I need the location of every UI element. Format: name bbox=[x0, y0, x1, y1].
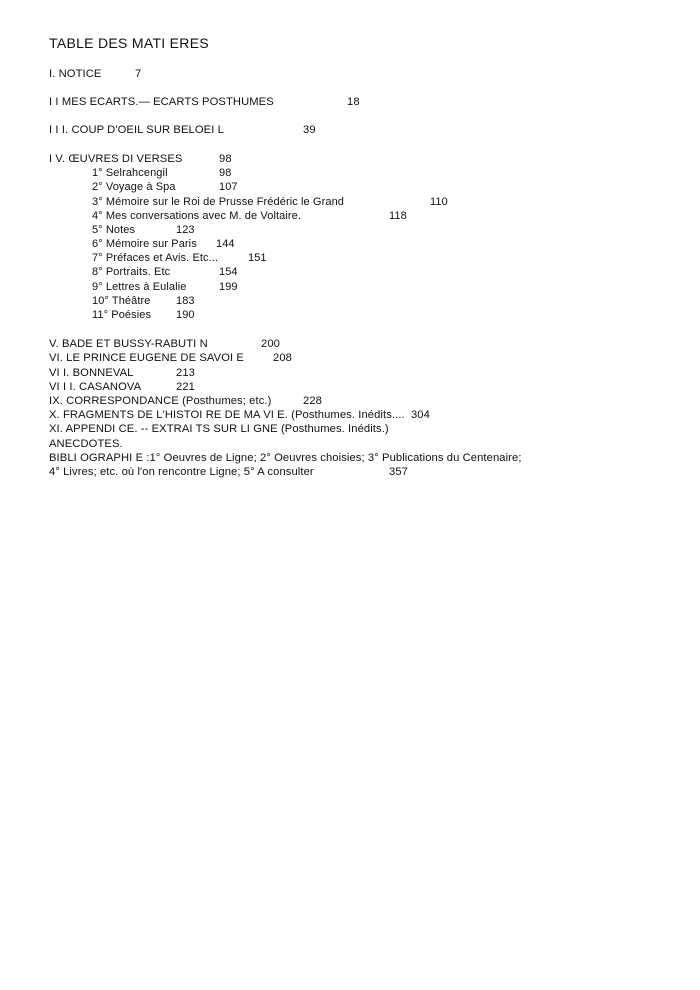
toc-entry-page: 221 bbox=[176, 381, 195, 393]
toc-entry-label: BIBLI OGRAPHI E :1° Oeuvres de Ligne; 2° Oeuvres choisies; 3° Publications du Centenaire; bbox=[49, 452, 522, 464]
toc-entry-label: V. BADE ET BUSSY-RABUTI N bbox=[49, 338, 208, 350]
toc-entry-label: I I MES ECARTS.— ECARTS POSTHUMES bbox=[49, 96, 274, 108]
toc-entry-appendice bbox=[49, 422, 389, 436]
toc-entry-label: VI. LE PRINCE EUGENE DE SAVOI E bbox=[49, 352, 244, 364]
toc-entry-page: 107 bbox=[219, 181, 238, 193]
toc-entry-page: 110 bbox=[430, 196, 448, 208]
toc-entry-bibliographie bbox=[49, 451, 522, 465]
page-title: TABLE DES MATI ERES bbox=[49, 35, 209, 51]
toc-entry-prince-eugene bbox=[49, 351, 292, 365]
toc-entry-label: 7° Préfaces et Avis. Etc... bbox=[92, 252, 219, 264]
toc-entry-page: 118 bbox=[389, 210, 407, 222]
toc-entry-label: 4° Livres; etc. où l'on rencontre Ligne; 5° A consulter bbox=[49, 466, 314, 478]
toc-entry-coup-doeil bbox=[49, 123, 316, 137]
toc-subentry bbox=[92, 294, 195, 308]
toc-entry-label: ANECDOTES. bbox=[49, 438, 123, 450]
toc-subentry bbox=[92, 223, 195, 237]
toc-entry-page: 151 bbox=[248, 252, 267, 264]
toc-entry-label: XI. APPENDI CE. -- EXTRAI TS SUR LI GNE (Posthumes. Inédits.) bbox=[49, 423, 389, 435]
toc-entry-label: I. NOTICE bbox=[49, 68, 102, 80]
toc-entry-page: 154 bbox=[219, 266, 238, 278]
toc-entry-label: 9° Lettres à Eulalie bbox=[92, 281, 187, 293]
toc-entry-page: 123 bbox=[176, 224, 195, 236]
toc-subentry bbox=[92, 280, 238, 294]
toc-entry-page: 18 bbox=[347, 96, 360, 108]
toc-entry-label: 4° Mes conversations avec M. de Voltaire. bbox=[92, 210, 302, 222]
toc-entry-label: 10° Théâtre bbox=[92, 295, 151, 307]
toc-subentry bbox=[92, 195, 448, 209]
toc-entry-label: 5° Notes bbox=[92, 224, 136, 236]
toc-entry-label: VI I. BONNEVAL bbox=[49, 367, 134, 379]
toc-entry-page: 7 bbox=[135, 68, 142, 80]
toc-entry-page: 200 bbox=[261, 338, 280, 350]
toc-subentry bbox=[92, 209, 407, 223]
toc-entry-anecdotes bbox=[49, 437, 123, 451]
toc-entry-page: 357 bbox=[389, 466, 408, 478]
toc-entry-page: 208 bbox=[273, 352, 292, 364]
toc-subentry bbox=[92, 180, 238, 194]
toc-entry-page: 213 bbox=[176, 367, 195, 379]
toc-entry-bade bbox=[49, 337, 280, 351]
toc-entry-page: 228 bbox=[303, 395, 322, 407]
toc-entry-correspondance bbox=[49, 394, 322, 408]
toc-subentry bbox=[92, 251, 267, 265]
toc-entry-oeuvres-diverses bbox=[49, 152, 232, 166]
toc-entry-page: 199 bbox=[219, 281, 238, 293]
toc-entry-page: 304 bbox=[410, 409, 430, 421]
toc-entry-bonneval bbox=[49, 366, 195, 380]
toc-entry-page: 144 bbox=[216, 238, 235, 250]
toc-entry-page: 98 bbox=[219, 153, 232, 165]
toc-subentry bbox=[92, 308, 195, 322]
toc-entry-label: IX. CORRESPONDANCE (Posthumes; etc.) bbox=[49, 395, 272, 407]
toc-entry-label: VI I I. CASANOVA bbox=[49, 381, 142, 393]
toc-entry-label: 2° Voyage à Spa bbox=[92, 181, 176, 193]
toc-entry-page: 190 bbox=[176, 309, 195, 321]
toc-entry-label: 1° Selrahcengil bbox=[92, 167, 168, 179]
toc-entry-label: 3° Mémoire sur le Roi de Prusse Frédéric le Grand bbox=[92, 196, 345, 208]
toc-entry-label: I I I. COUP D'OEIL SUR BELOEI L bbox=[49, 124, 224, 136]
toc-entry-label: X. FRAGMENTS DE L'HISTOI RE DE MA VI E. (Posthumes. Inédits.... bbox=[49, 409, 405, 421]
toc-entry-casanova bbox=[49, 380, 195, 394]
toc-entry-label: I V. ŒUVRES DI VERSES bbox=[49, 153, 183, 165]
toc-entry-label: 11° Poésies bbox=[92, 309, 152, 321]
toc-entry-label: 8° Portraits. Etc bbox=[92, 266, 171, 278]
toc-subentry bbox=[92, 237, 235, 251]
toc-entry-page: 39 bbox=[303, 124, 316, 136]
toc-entry-mes-ecarts bbox=[49, 95, 360, 109]
toc-entry-label: 6° Mémoire sur Paris bbox=[92, 238, 197, 250]
toc-subentry bbox=[92, 166, 232, 180]
toc-entry-fragments bbox=[49, 408, 430, 422]
toc-entry-page: 183 bbox=[176, 295, 195, 307]
toc-entry-bibliographie-continued bbox=[49, 465, 408, 479]
toc-entry-notice bbox=[49, 67, 142, 81]
toc-subentry bbox=[92, 265, 238, 279]
toc-entry-page: 98 bbox=[219, 167, 232, 179]
